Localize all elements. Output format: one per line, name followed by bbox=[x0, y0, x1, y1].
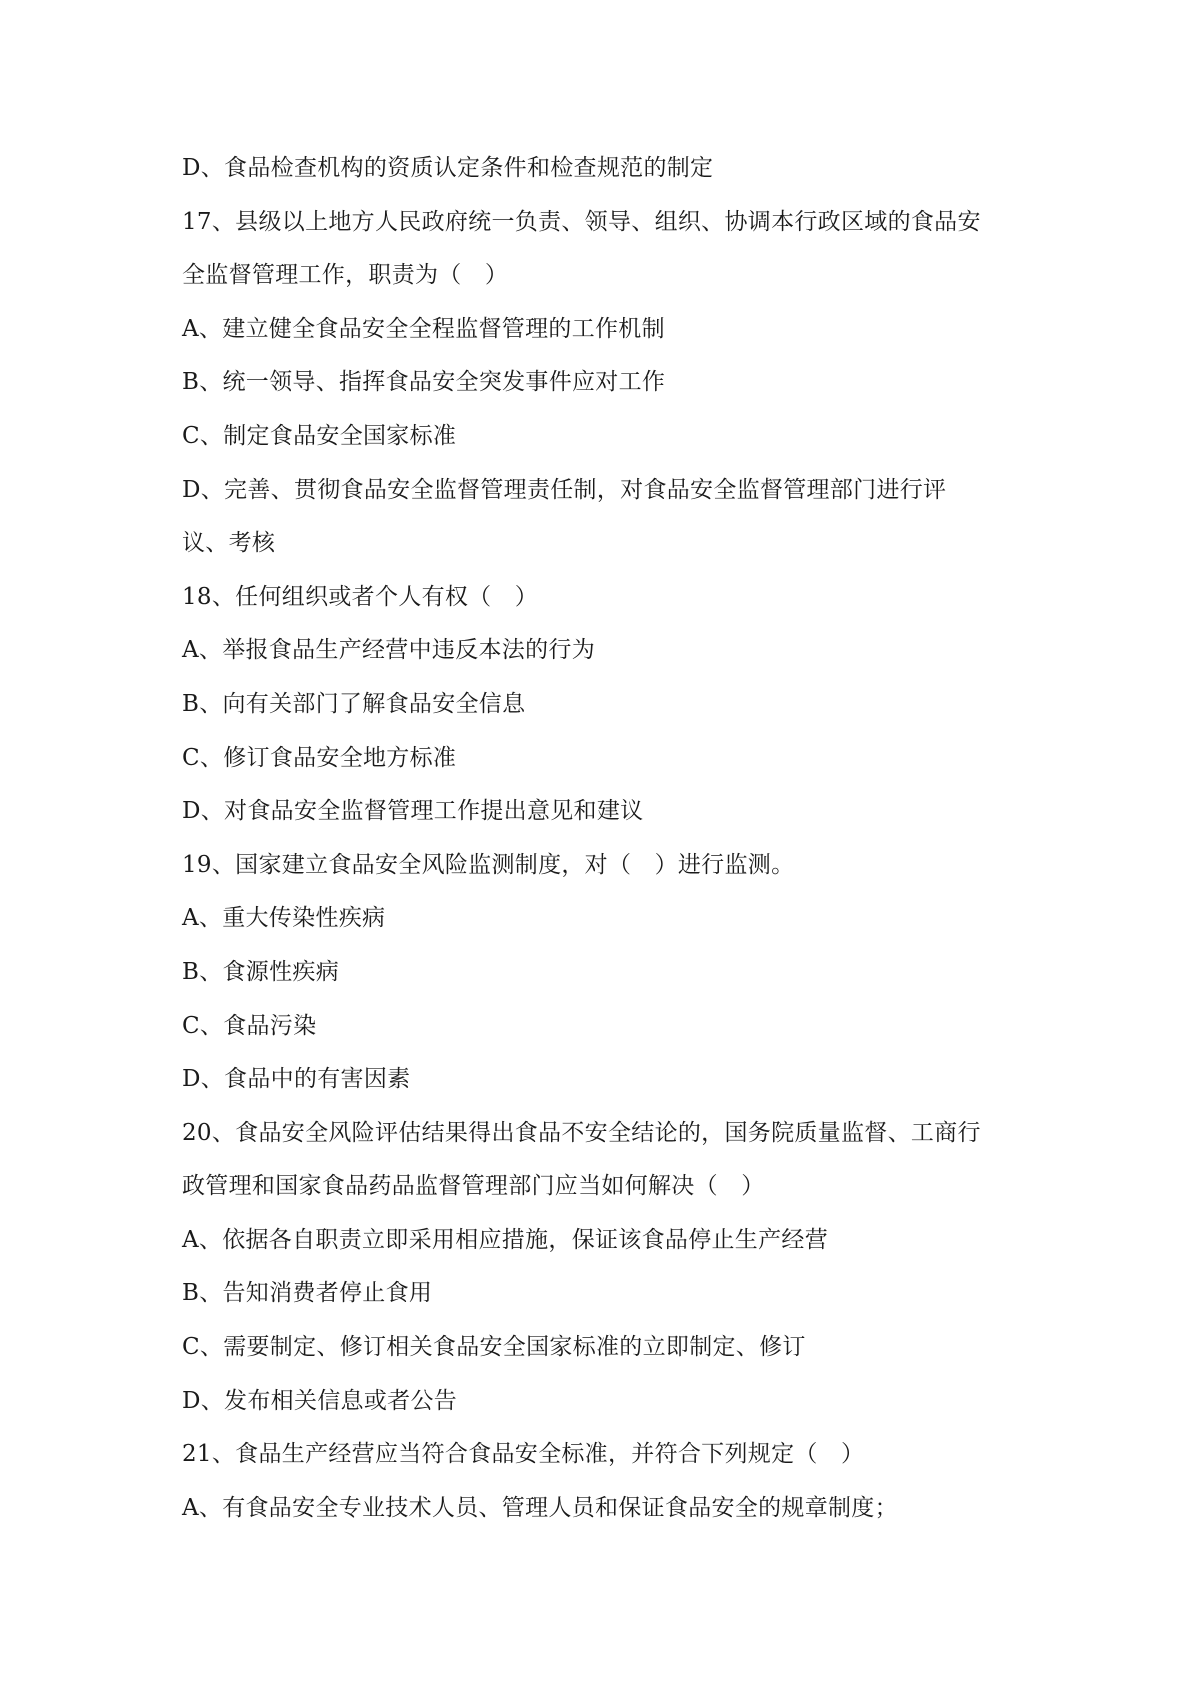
option-19-a: A、重大传染性疾病 bbox=[182, 905, 386, 932]
option-17-d-cont: 议、考核 bbox=[182, 530, 276, 557]
option-20-b: B、告知消费者停止食用 bbox=[182, 1280, 433, 1307]
question-19: 19、国家建立食品安全风险监测制度，对（ ）进行监测。 bbox=[182, 851, 795, 878]
question-17-cont: 全监督管理工作，职责为（ ） bbox=[182, 262, 509, 289]
question-21: 21、食品生产经营应当符合食品安全标准，并符合下列规定（ ） bbox=[182, 1441, 865, 1468]
option-19-d: D、食品中的有害因素 bbox=[182, 1066, 411, 1093]
question-20-cont: 政管理和国家食品药品监督管理部门应当如何解决（ ） bbox=[182, 1173, 765, 1200]
option-18-d: D、对食品安全监督管理工作提出意见和建议 bbox=[182, 798, 644, 825]
option-16-d: D、食品检查机构的资质认定条件和检查规范的制定 bbox=[182, 155, 714, 181]
question-18: 18、任何组织或者个人有权（ ） bbox=[182, 583, 539, 610]
text-body bbox=[182, 142, 1022, 1535]
option-21-a: A、有食品安全专业技术人员、管理人员和保证食品安全的规章制度； bbox=[182, 1494, 898, 1521]
option-18-c: C、修订食品安全地方标准 bbox=[182, 744, 457, 771]
option-17-d: D、完善、贯彻食品安全监督管理责任制，对食品安全监督管理部门进行评 bbox=[182, 476, 947, 503]
option-20-d: D、发布相关信息或者公告 bbox=[182, 1387, 458, 1414]
option-17-a: A、建立健全食品安全全程监督管理的工作机制 bbox=[182, 315, 665, 342]
option-20-a: A、依据各自职责立即采用相应措施，保证该食品停止生产经营 bbox=[182, 1226, 829, 1253]
option-17-c: C、制定食品安全国家标准 bbox=[182, 422, 457, 449]
option-20-c: C、需要制定、修订相关食品安全国家标准的立即制定、修订 bbox=[182, 1334, 806, 1361]
question-17: 17、县级以上地方人民政府统一负责、领导、组织、协调本行政区域的食品安 bbox=[182, 208, 981, 235]
option-18-b: B、向有关部门了解食品安全信息 bbox=[182, 690, 526, 717]
question-20: 20、食品安全风险评估结果得出食品不安全结论的，国务院质量监督、工商行 bbox=[182, 1119, 981, 1146]
option-19-b: B、食源性疾病 bbox=[182, 958, 340, 985]
option-17-b: B、统一领导、指挥食品安全突发事件应对工作 bbox=[182, 369, 666, 396]
option-19-c: C、食品污染 bbox=[182, 1012, 317, 1039]
option-18-a: A、举报食品生产经营中违反本法的行为 bbox=[182, 637, 596, 664]
